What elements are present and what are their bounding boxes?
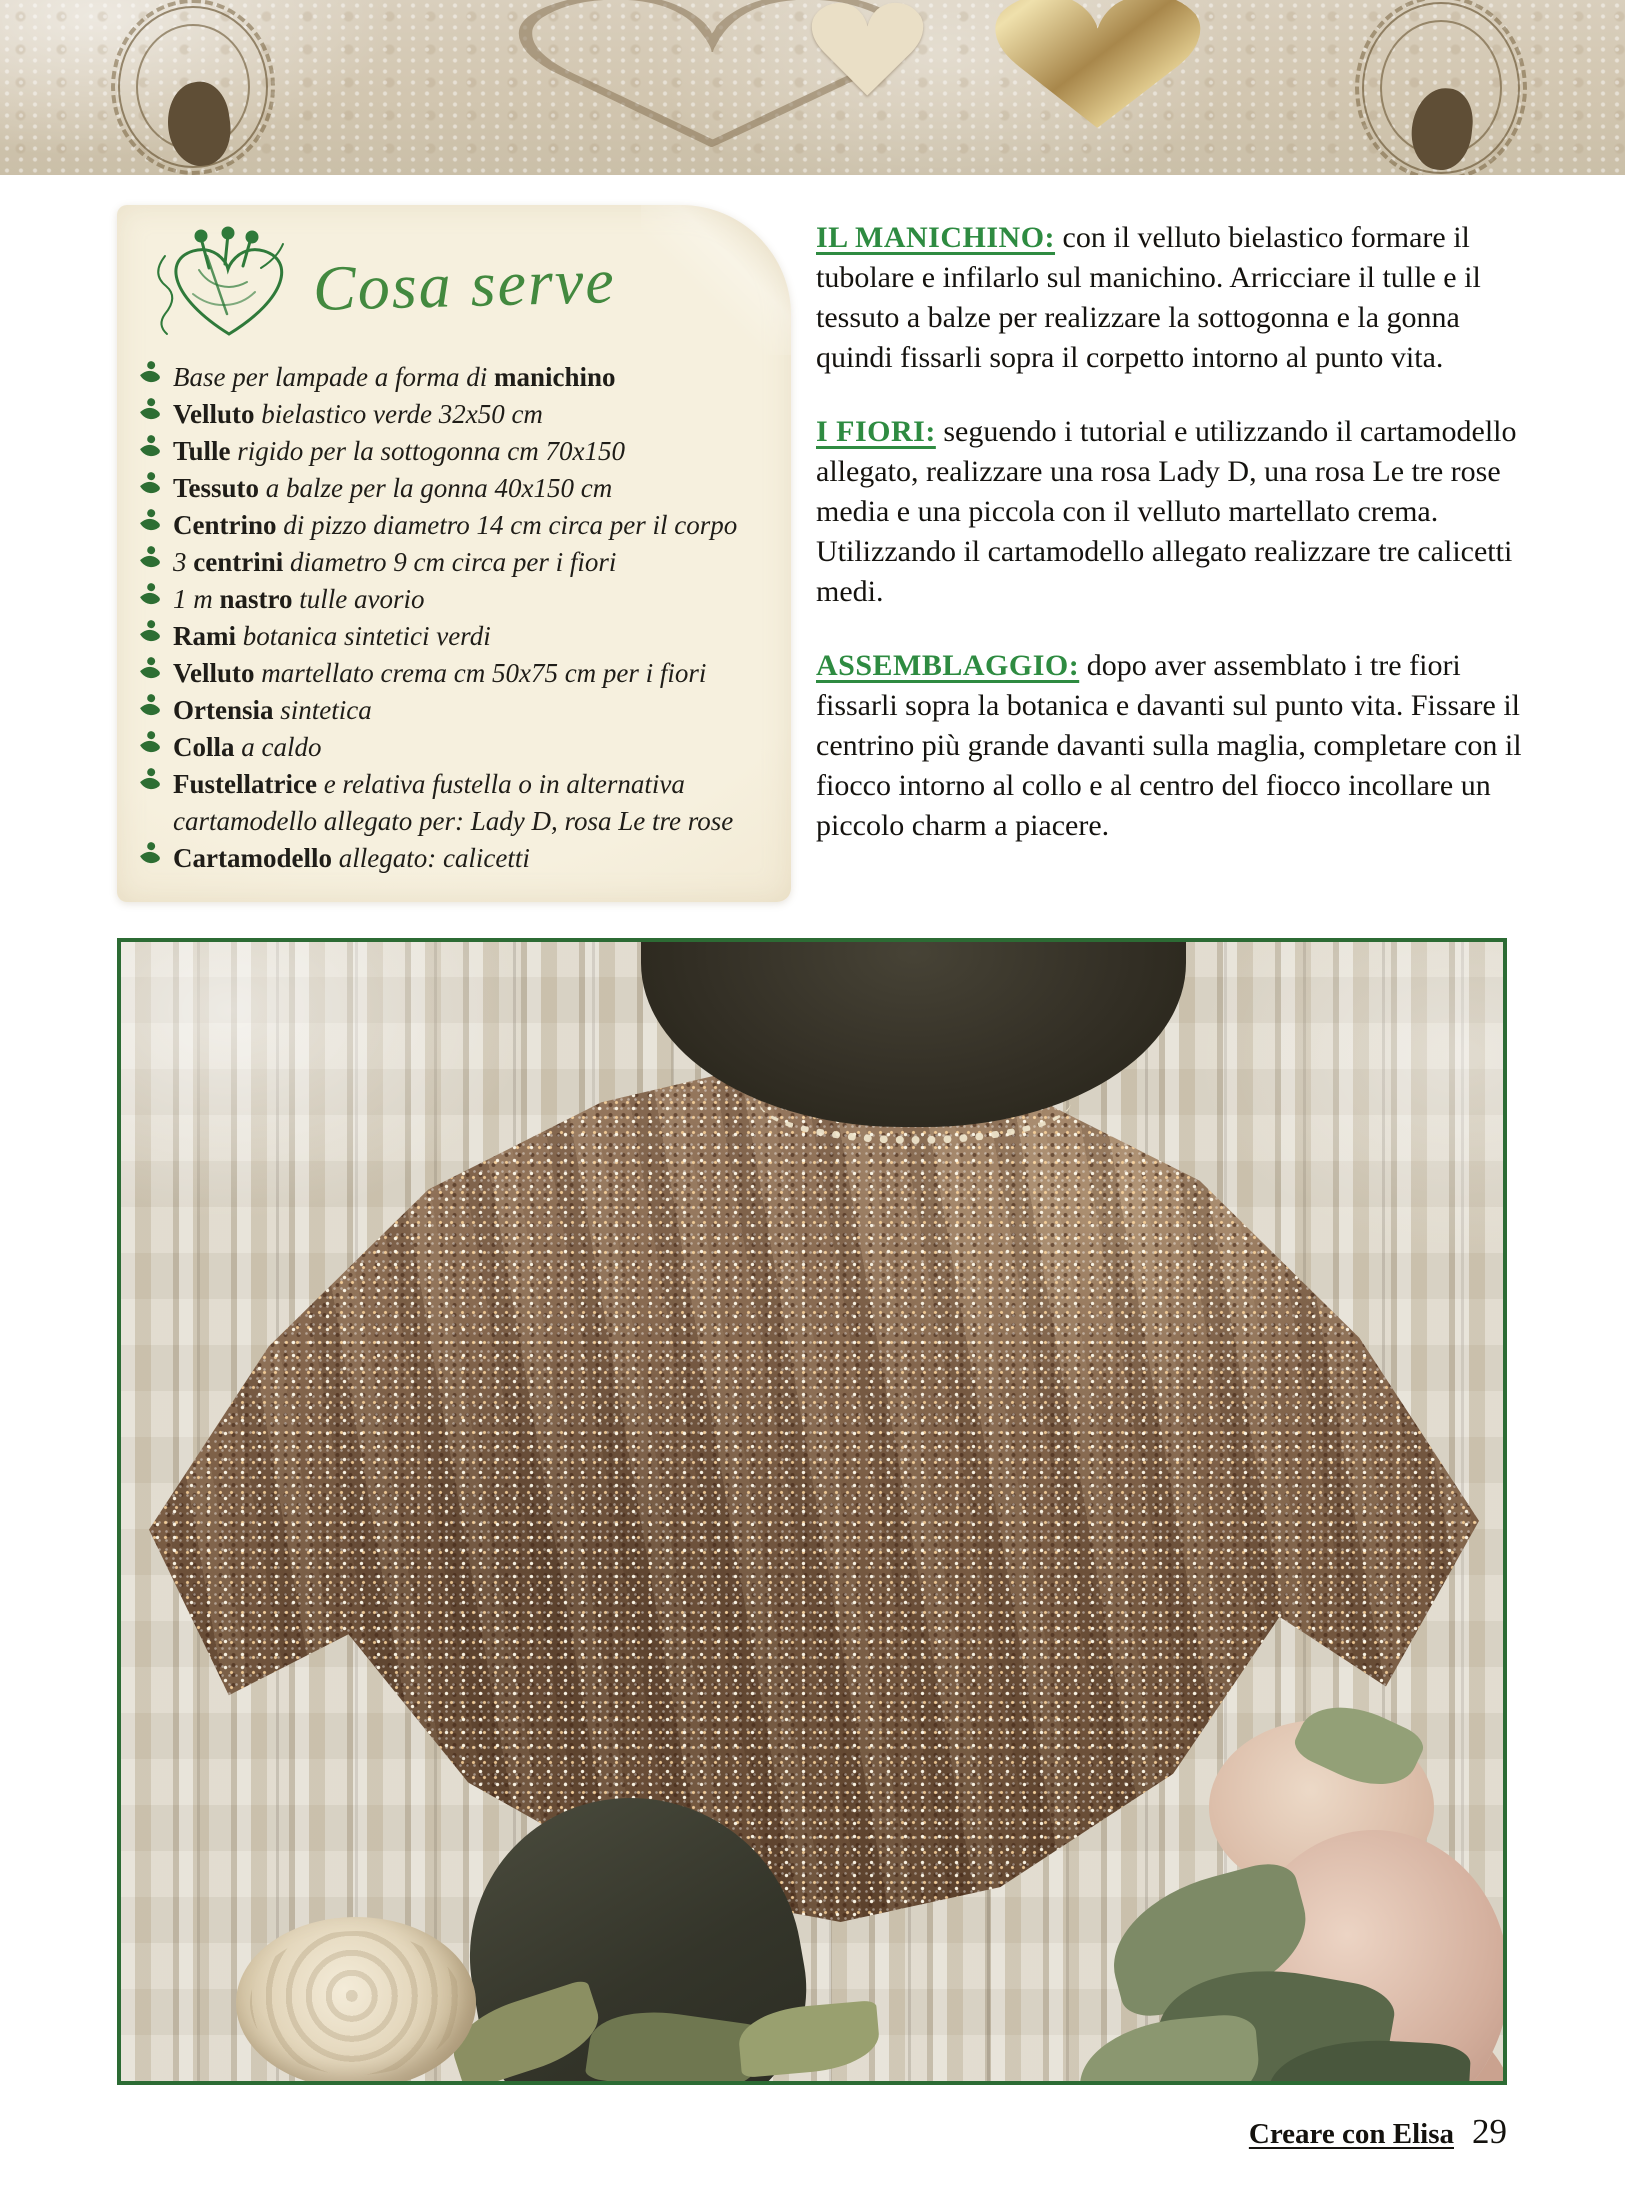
- material-item: [143, 396, 767, 433]
- material-text: [173, 470, 612, 507]
- material-text-segment: tulle avorio: [292, 584, 425, 614]
- material-item: [143, 433, 767, 470]
- gold-heart-icon: [970, 0, 1226, 156]
- materials-box: [117, 205, 791, 902]
- material-text-segment: a caldo: [234, 732, 322, 762]
- leaf-bullet-icon: [140, 477, 161, 498]
- instruction-text: dopo aver assemblato i tre fiori fissarli sopra la botanica e davanti sul punto vita. Fissare il centrino più grande davanti sulla maglia, completare con il fiocco intorno al collo e al centro del fiocco incollare un piccolo charm a piacere.: [816, 649, 1522, 842]
- rhinestone-necklace: [759, 1060, 1071, 1144]
- material-text: [173, 359, 616, 396]
- material-text-segment: Colla: [173, 732, 235, 762]
- material-text: [173, 655, 706, 692]
- material-text-segment: Fustellatrice: [173, 769, 317, 799]
- page-number: 29: [1472, 2112, 1507, 2151]
- material-item: [143, 766, 767, 840]
- hydrangea-leaf: [1075, 2012, 1263, 2085]
- material-item: [143, 840, 767, 877]
- material-text-segment: 3: [173, 547, 194, 577]
- material-text-segment: Base per lampade a forma di: [173, 362, 494, 392]
- leaf-bullet-icon: [140, 847, 161, 868]
- instruction-heading: I FIORI:: [816, 415, 936, 448]
- material-item: [143, 544, 767, 581]
- material-text-segment: diametro 9 cm circa per i fiori: [283, 547, 617, 577]
- material-text-segment: sintetica: [273, 695, 372, 725]
- material-item: [143, 618, 767, 655]
- material-text-segment: 1 m: [173, 584, 220, 614]
- material-text: [173, 544, 616, 581]
- instruction-paragraph: [816, 218, 1538, 378]
- leaf-bullet-icon: [140, 625, 161, 646]
- material-text-segment: manichino: [493, 362, 616, 392]
- material-text: [173, 840, 530, 877]
- material-text-segment: a balze per la gonna 40x150 cm: [259, 473, 613, 503]
- instruction-paragraph: [816, 646, 1538, 846]
- header-banner-photo: [0, 0, 1625, 175]
- material-text-segment: rigido per la sottogonna cm 70x150: [230, 436, 626, 466]
- leaf-bullet-icon: [140, 736, 161, 757]
- material-text-segment: bielastico verde 32x50 cm: [254, 399, 543, 429]
- material-item: [143, 581, 767, 618]
- material-text-segment: Velluto: [173, 399, 255, 429]
- material-text-segment: botanica sintetici verdi: [236, 621, 491, 651]
- material-text: [173, 618, 491, 655]
- material-item: [143, 359, 767, 396]
- material-text-segment: Cartamodello: [173, 843, 332, 873]
- cream-rose: [236, 1917, 476, 2085]
- instruction-heading: ASSEMBLAGGIO:: [816, 649, 1080, 682]
- instruction-paragraph: [816, 412, 1538, 612]
- material-text-segment: Rami: [173, 621, 236, 651]
- instruction-heading: IL MANICHINO:: [816, 221, 1056, 254]
- material-text-segment: Velluto: [173, 658, 255, 688]
- material-item: [143, 655, 767, 692]
- material-item: [143, 470, 767, 507]
- materials-title: Cosa serve: [312, 245, 617, 324]
- materials-header: [143, 221, 767, 349]
- leaf-bullet-icon: [140, 366, 161, 387]
- material-text-segment: Tulle: [173, 436, 231, 466]
- material-text-segment: Tessuto: [173, 473, 260, 503]
- material-item: [143, 507, 767, 544]
- material-text-segment: allegato: calicetti: [331, 843, 530, 873]
- material-text: [173, 507, 737, 544]
- material-text-segment: Centrino: [173, 510, 277, 540]
- leaf-bullet-icon: [140, 514, 161, 535]
- leaf-bullet-icon: [140, 440, 161, 461]
- material-text-segment: e relativa fustella o in alternativa cartamodello allegato per: Lady D, rosa Le tre rose: [173, 769, 734, 836]
- leaf-bullet-icon: [140, 773, 161, 794]
- embossed-heart-icon: [798, 0, 937, 115]
- leaf-bullet-icon: [140, 699, 161, 720]
- material-text: [173, 692, 372, 729]
- material-text: [173, 581, 425, 618]
- materials-list: [143, 359, 767, 877]
- instructions-column: [816, 218, 1538, 880]
- magazine-brand: Creare con Elisa: [1248, 2118, 1454, 2150]
- material-item: [143, 729, 767, 766]
- material-text-segment: nastro: [219, 584, 293, 614]
- material-text-segment: di pizzo diametro 14 cm circa per il corpo: [276, 510, 738, 540]
- material-text-segment: martellato crema cm 50x75 cm per i fiori: [254, 658, 707, 688]
- material-text: [173, 433, 625, 470]
- leaf-bullet-icon: [140, 551, 161, 572]
- leaf-bullet-icon: [140, 588, 161, 609]
- leaf-bullet-icon: [140, 403, 161, 424]
- material-item: [143, 692, 767, 729]
- page-footer: [1249, 2112, 1507, 2152]
- garment-photo: [117, 938, 1507, 2085]
- material-text: [173, 729, 322, 766]
- leaf-bullet-icon: [140, 662, 161, 683]
- pincushion-heart-icon: [143, 226, 311, 344]
- material-text: [173, 396, 543, 433]
- instruction-text: con il velluto bielastico formare il tubolare e infilarlo sul manichino. Arricciare il tulle e il tessuto a balze per realizzare la sottogonna e la gonna quindi fissarli sopra il corpetto intorno al punto vita.: [816, 221, 1481, 374]
- material-text-segment: Ortensia: [173, 695, 274, 725]
- material-text: [173, 766, 767, 840]
- instruction-text: seguendo i tutorial e utilizzando il cartamodello allegato, realizzare una rosa Lady D, una rosa Le tre rose media e una piccola con il velluto martellato crema. Utilizzando il cartamodello allegato realizzare tre calicetti medi.: [816, 415, 1517, 608]
- material-text-segment: centrini: [193, 547, 284, 577]
